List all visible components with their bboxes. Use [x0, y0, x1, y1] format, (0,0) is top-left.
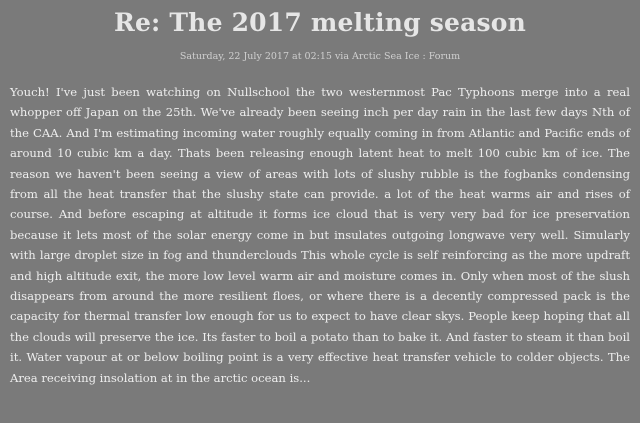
post-title: Re: The 2017 melting season — [113, 8, 527, 37]
post-meta: Saturday, 22 July 2017 at 02:15 via Arctic Sea Ice : Forum — [179, 51, 461, 62]
post-body: Youch! I've just been watching on Nullschool the two westernmost Pac Typhoons merge into a real whopper off Japan on the 25th. We've already been seeing inch per day rain in the last few days Nth of the CAA. And I'm estimating incoming water roughly equally coming in from Atlantic and Pacific ends of around 10 cubic km a day. Thats been releasing enough latent heat to melt 100 cubic km of ice. The reason we haven't been seeing a view of areas with lots of slushy rubble is the fogbanks condensing from all the heat transfer that the slushy state can provide. a lot of the heat warms air and rises of course. And before escaping at altitude it forms ice cloud that is very very bad for ice preservation because it lets most of the solar energy come in but insulates outgoing longwave very well. Simularly with large droplet size in fog and thunderclouds This whole cycle is self reinforcing as the more updraft and high altitude exit, the more low level warm air and moisture comes in. Only when most of the slush disappears from around the more resilient floes, or where there is a decently compressed pack is the capacity for thermal transfer low enough for us to expect to have clear skys. People keep hoping that all the clouds will preserve the ice. Its faster to boil a potato than to bake it. And faster to steam it than boil it. Water vapour at or below boiling point is a very effective heat transfer vehicle to colder objects. The Area receiving insolation at in the arctic ocean is... — [10, 85, 630, 385]
